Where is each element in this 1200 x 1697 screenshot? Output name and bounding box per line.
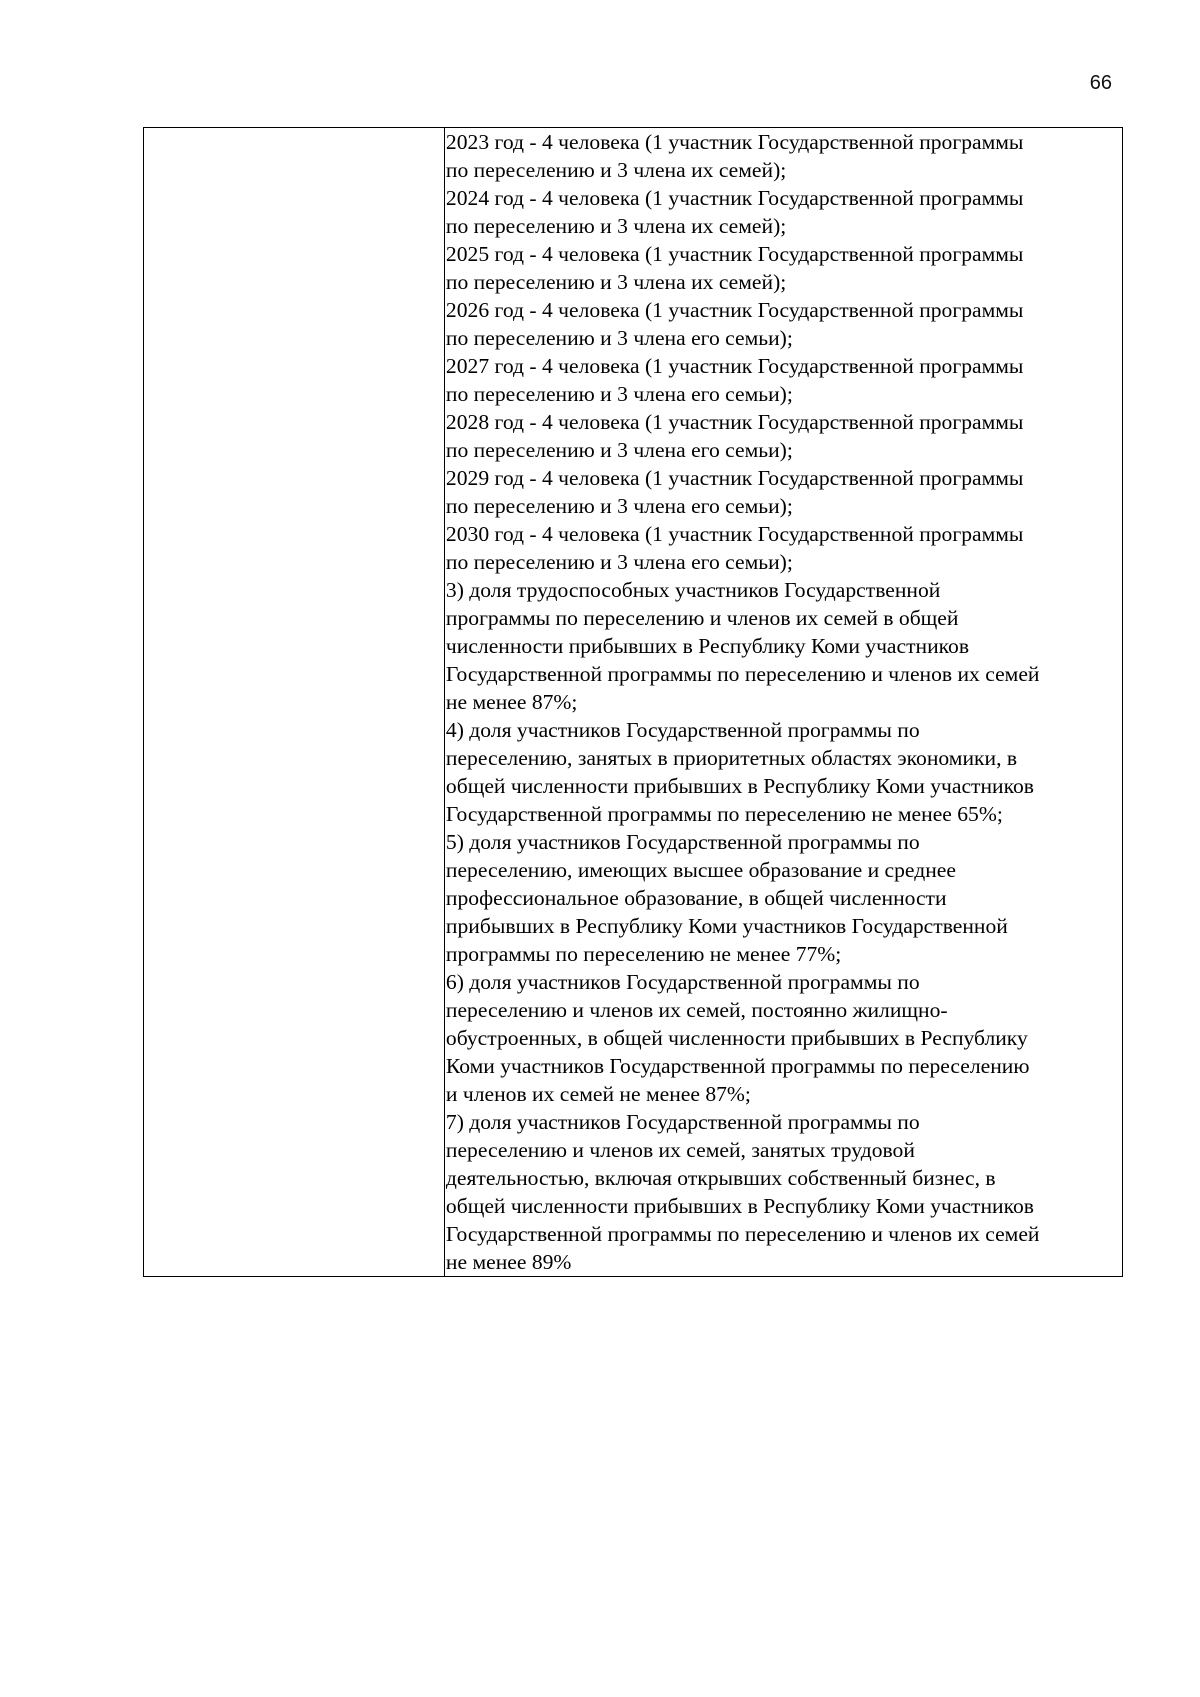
text-line: 5) доля участников Государственной программы по xyxy=(445,830,920,854)
page-number: 66 xyxy=(1089,72,1112,94)
text-line: по переселению и 3 члена его семьи); xyxy=(445,326,793,350)
text-line: по переселению и 3 члена его семьи); xyxy=(445,438,793,462)
text-line: 2027 год - 4 человека (1 участник Государственной программы xyxy=(445,354,1024,378)
text-line: 6) доля участников Государственной программы по xyxy=(445,970,920,994)
text-line: 2023 год - 4 человека (1 участник Государственной программы xyxy=(445,130,1024,154)
text-line: и членов их семей не менее 87%; xyxy=(445,1082,751,1106)
text-line: прибывших в Республику Коми участников Государственной xyxy=(445,914,1008,938)
text-line: по переселению и 3 члена его семьи); xyxy=(445,494,793,518)
table-cell-left xyxy=(144,128,445,1277)
text-line: не менее 87%; xyxy=(445,690,578,714)
indicator-text-block xyxy=(445,128,1122,1276)
text-line: по переселению и 3 члена их семей); xyxy=(445,158,787,182)
text-line: общей численности прибывших в Республику Коми участников xyxy=(445,774,1034,798)
text-line: 2024 год - 4 человека (1 участник Государственной программы xyxy=(445,186,1024,210)
text-line: общей численности прибывших в Республику Коми участников xyxy=(445,1194,1034,1218)
table-cell-right xyxy=(444,128,1122,1277)
text-line: Государственной программы по переселению и членов их семей xyxy=(445,662,1040,686)
text-line: деятельностью, включая открывших собственный бизнес, в xyxy=(445,1166,996,1190)
text-line: по переселению и 3 члена его семьи); xyxy=(445,550,793,574)
text-line: 2030 год - 4 человека (1 участник Государственной программы xyxy=(445,522,1024,546)
text-line: обустроенных, в общей численности прибывших в Республику xyxy=(445,1026,1028,1050)
text-line: 7) доля участников Государственной программы по xyxy=(445,1110,920,1134)
text-line: по переселению и 3 члена их семей); xyxy=(445,214,787,238)
text-line: программы по переселению и членов их семей в общей xyxy=(445,606,959,630)
text-line: по переселению и 3 члена его семьи); xyxy=(445,382,793,406)
text-line: профессиональное образование, в общей численности xyxy=(445,886,947,910)
text-line: 4) доля участников Государственной программы по xyxy=(445,718,920,742)
table-row xyxy=(144,128,1123,1277)
indicator-table xyxy=(143,127,1123,1277)
text-line: Коми участников Государственной программы по переселению xyxy=(445,1054,1030,1078)
text-line: Государственной программы по переселению и членов их семей xyxy=(445,1222,1040,1246)
text-line: не менее 89% xyxy=(445,1250,572,1274)
text-line: программы по переселению не менее 77%; xyxy=(445,942,842,966)
text-line: 2025 год - 4 человека (1 участник Государственной программы xyxy=(445,242,1024,266)
text-line: переселению, занятых в приоритетных областях экономики, в xyxy=(445,746,1018,770)
text-line: переселению, имеющих высшее образование и среднее xyxy=(445,858,956,882)
text-line: 3) доля трудоспособных участников Государственной xyxy=(445,578,941,602)
text-line: 2029 год - 4 человека (1 участник Государственной программы xyxy=(445,466,1024,490)
text-line: переселению и членов их семей, постоянно жилищно- xyxy=(445,998,948,1022)
text-line: по переселению и 3 члена их семей); xyxy=(445,270,787,294)
text-line: Государственной программы по переселению не менее 65%; xyxy=(445,802,1003,826)
text-line: численности прибывших в Республику Коми участников xyxy=(445,634,970,658)
text-line: переселению и членов их семей, занятых трудовой xyxy=(445,1138,915,1162)
text-line: 2026 год - 4 человека (1 участник Государственной программы xyxy=(445,298,1024,322)
text-line: 2028 год - 4 человека (1 участник Государственной программы xyxy=(445,410,1024,434)
